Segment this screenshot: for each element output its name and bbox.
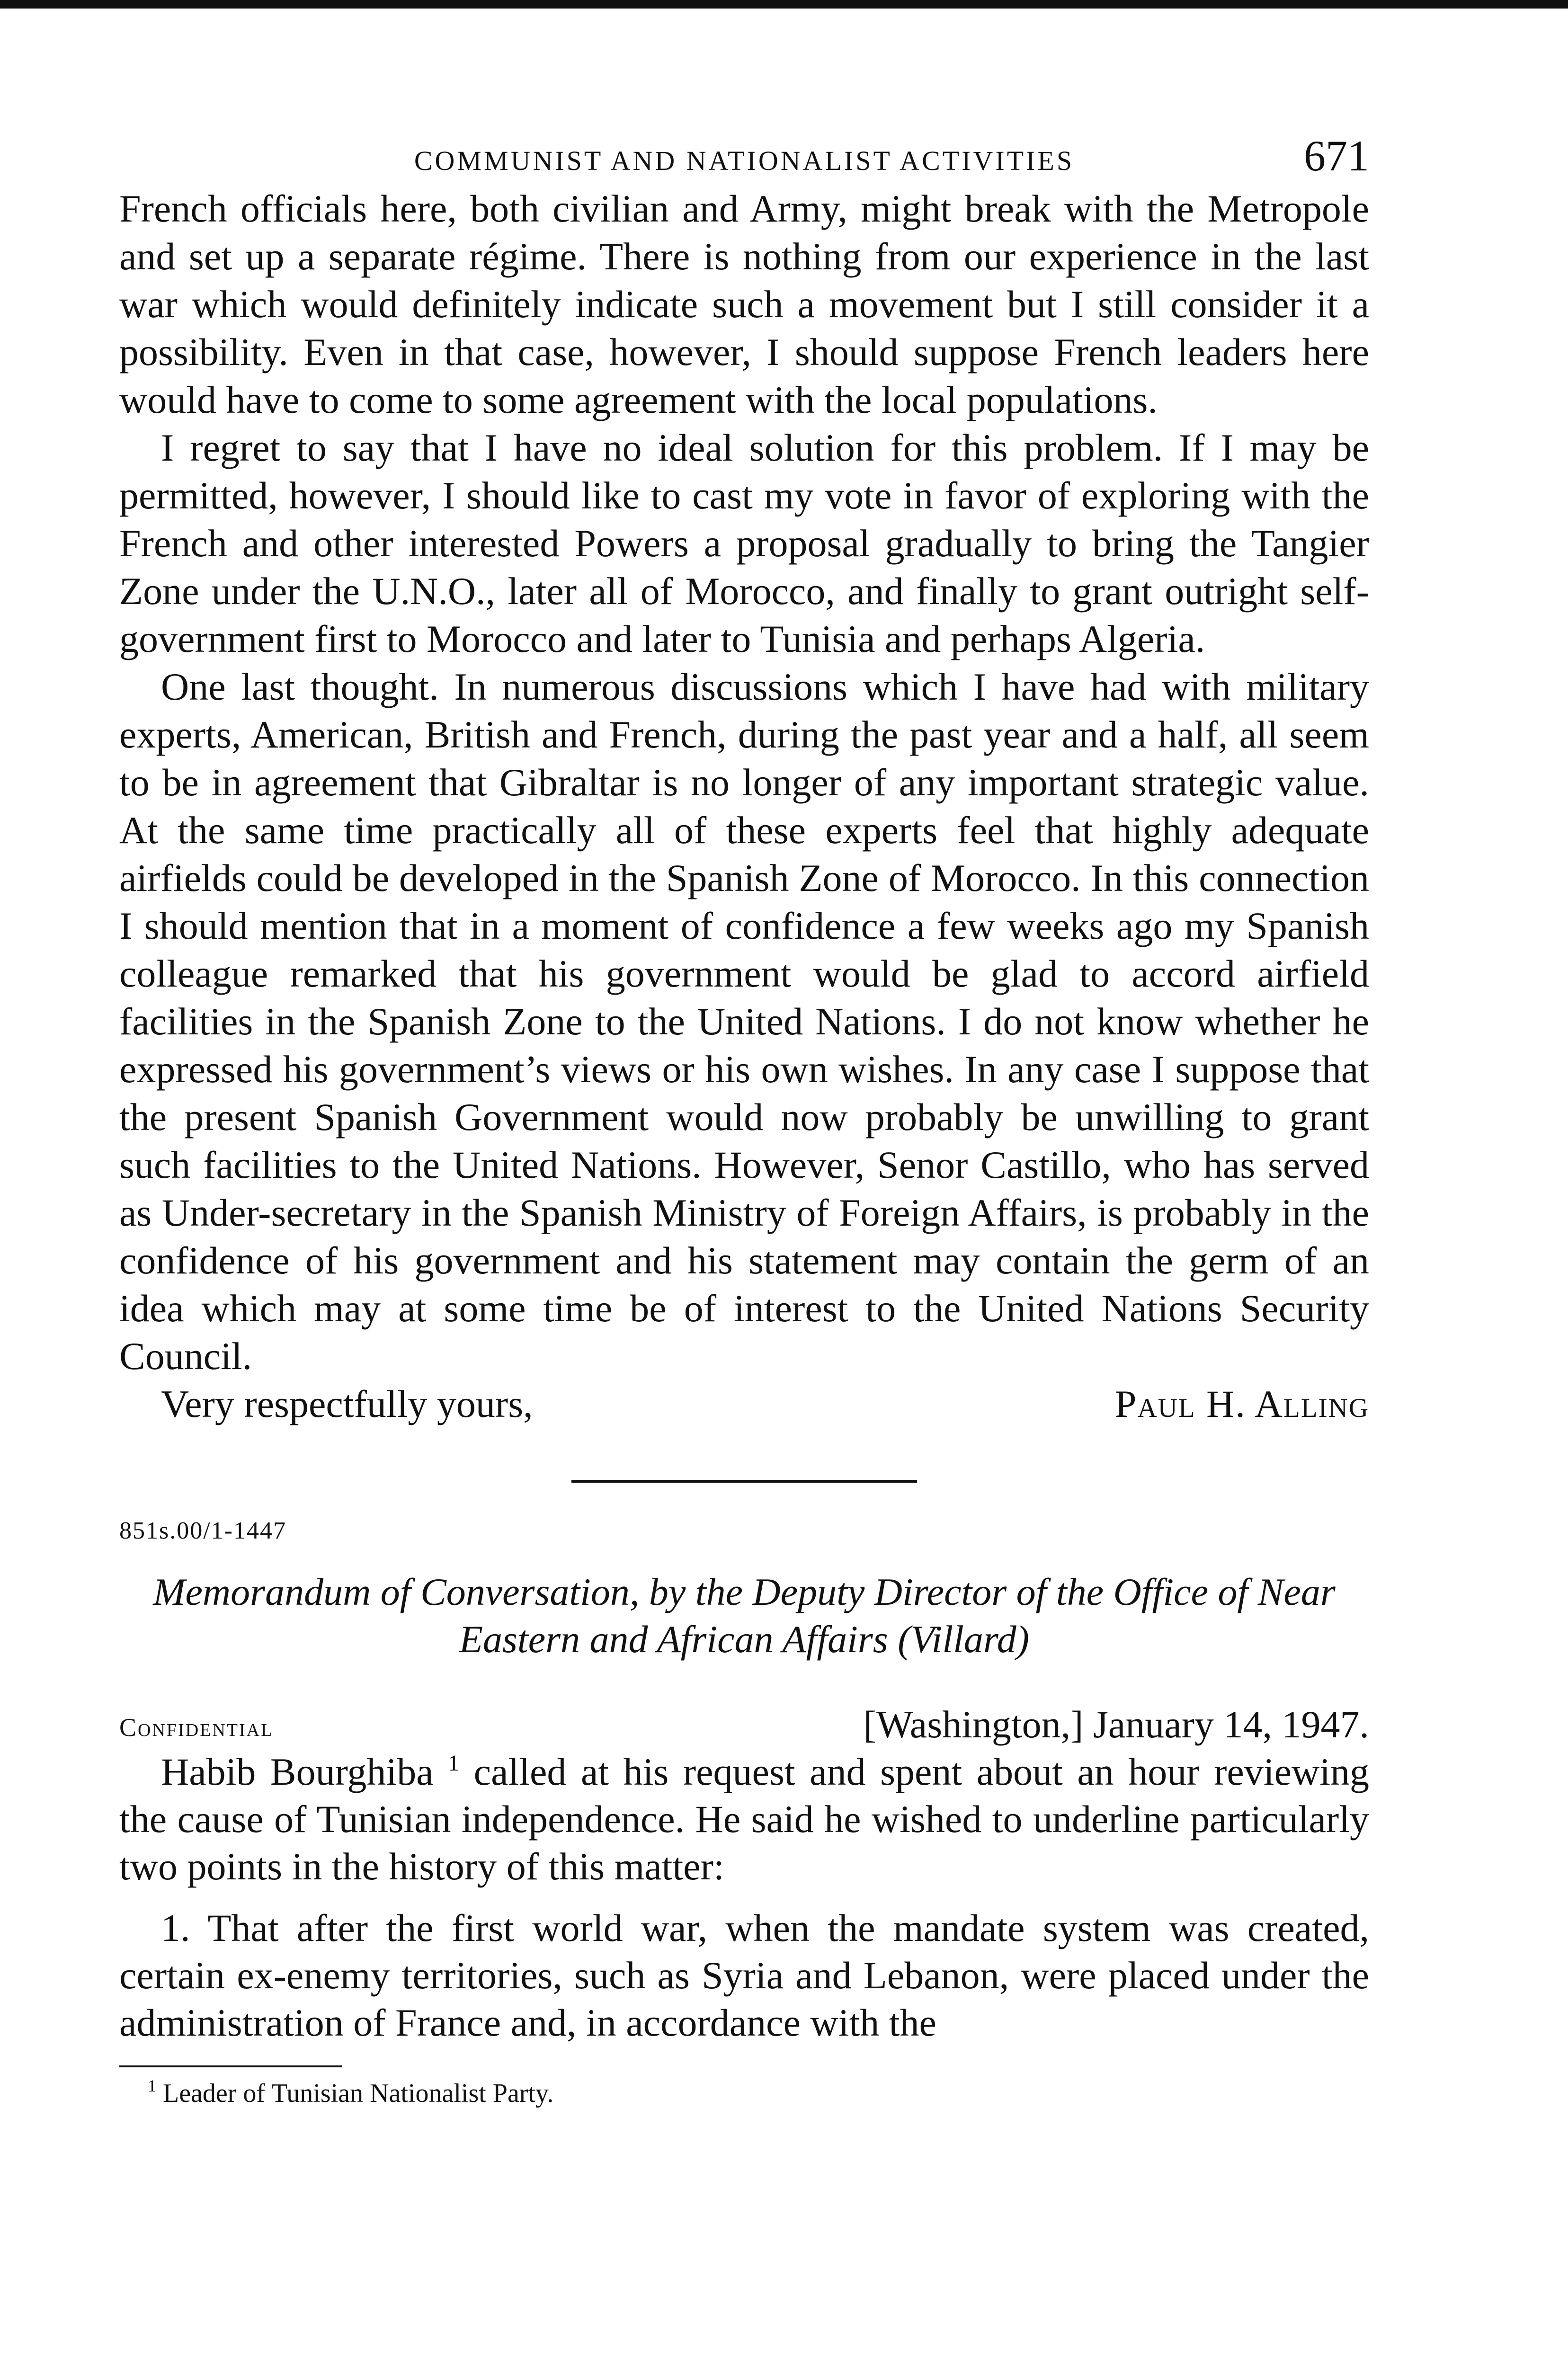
classification-label: Confidential <box>119 1713 274 1742</box>
memo-title: Memorandum of Conversation, by the Deputy Director of the Office of Near Eastern and African Affairs (Villard) <box>153 1570 1336 1661</box>
complimentary-close: Very respectfully yours, <box>161 1382 533 1425</box>
document-page <box>119 128 1369 2110</box>
memo-paragraph-1-lead: Habib Bourghiba <box>161 1750 434 1793</box>
letter-closing <box>119 1380 1369 1428</box>
footnote-reference: 1 <box>448 1751 460 1776</box>
footnote-rule <box>119 2065 342 2067</box>
memo-body <box>119 1748 1369 2047</box>
letter-body <box>119 185 1369 1380</box>
footnote-mark: 1 <box>148 2076 156 2095</box>
letter-paragraph-2: I regret to say that I have no ideal solution for this problem. If I may be permitted, however, I should like to cast my vote in favor of exploring with the French and other interested Powers a proposal gradually to bring the Tangier Zone under the U.N.O., later all of Morocco, and finally to grant outright self-government first to Morocco and later to Tunisia and perhaps Algeria. <box>119 426 1369 660</box>
memo-paragraph-1 <box>119 1748 1369 1890</box>
letter-paragraph-1: French officials here, both civilian and Army, might break with the Metropole and set up a separate régime. There is nothing from our experience in the last war which would definitely indicate such a movement but I still consider it a possibility. Even in that case, however, I should suppose French leaders here would have to come to some agreement with the local populations. <box>119 187 1369 421</box>
footnote <box>148 2077 1369 2110</box>
file-number: 851s.00/1-1447 <box>119 1517 286 1544</box>
signature: Paul H. Alling <box>1114 1382 1369 1425</box>
dateline <box>119 1701 1369 1748</box>
footnote-text: Leader of Tunisian Nationalist Party. <box>163 2079 554 2108</box>
memo-paragraph-1-rest: called at his request and spent about an hour reviewing the cause of Tunisian independence. He said he wished to underline particularly two points in the history of this matter: <box>119 1750 1370 1888</box>
running-title: COMMUNIST AND NATIONALIST ACTIVITIES <box>414 145 1075 176</box>
place-date: [Washington,] January 14, 1947. <box>863 1703 1369 1746</box>
running-head <box>119 128 1369 185</box>
memo-paragraph-2: 1. That after the first world war, when the mandate system was created, certain ex-enemy territories, such as Syria and Lebanon, were placed under the administration of France and, in accordance with the <box>119 1906 1369 2044</box>
top-edge-rule <box>0 0 1568 9</box>
section-divider <box>571 1480 917 1483</box>
letter-paragraph-3: One last thought. In numerous discussions which I have had with military experts, American, British and French, during the past year and a half, all seem to be in agreement that Gibraltar is no longer of any important strategic value. At the same time practically all of these experts feel that highly adequate airfields could be developed in the Spanish Zone of Morocco. In this connection I should mention that in a moment of confidence a few weeks ago my Spanish colleague remarked that his government would be glad to accord airfield facilities in the Spanish Zone to the United Nations. I do not know whether he expressed his government’s views or his own wishes. In any case I suppose that the present Spanish Government would now probably be unwilling to grant such facilities to the United Nations. However, Senor Castillo, who has served as Under-secretary in the Spanish Ministry of Foreign Affairs, is probably in the confidence of his government and his statement may contain the germ of an idea which may at some time be of interest to the United Nations Security Council. <box>119 665 1369 1378</box>
page-number: 671 <box>1304 132 1369 180</box>
